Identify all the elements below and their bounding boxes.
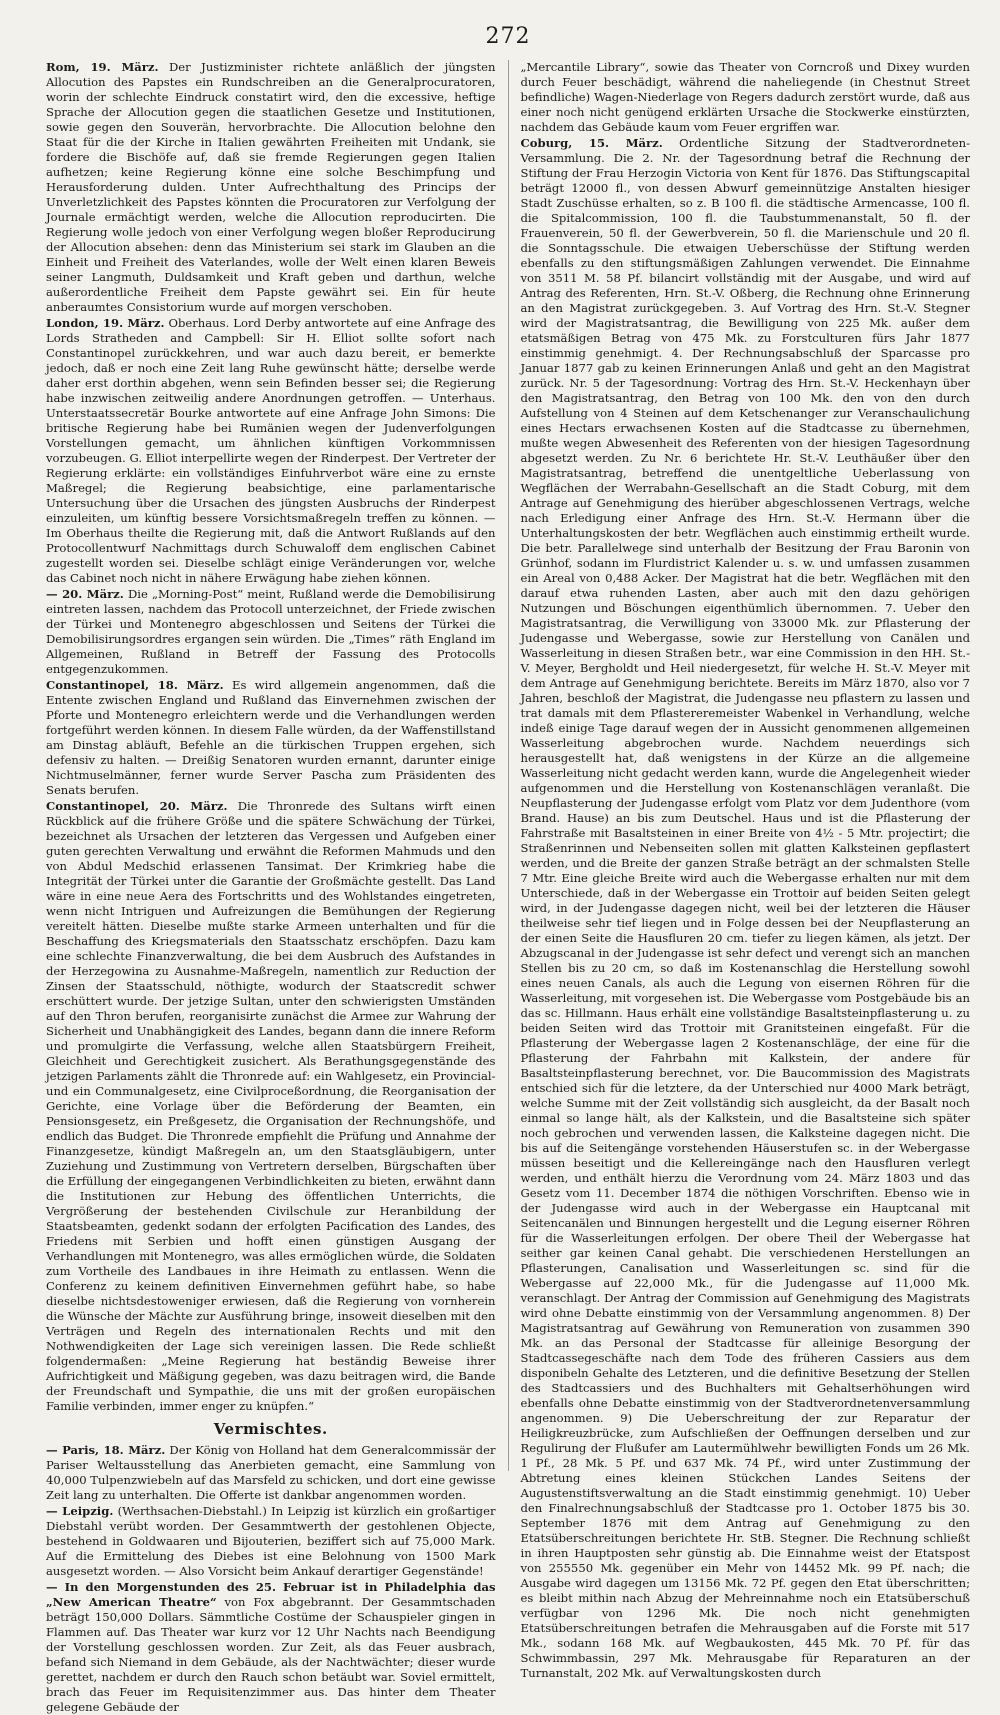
article-text: Die „Morning-Post“ meint, Rußland werde die Demobilisirung eintreten lassen, nachdem das Protocoll unterzeichnet, der Friede zwischen der Türkei und Montenegro abgeschlossen und Seitens der Türkei die Demobilisirungsordres ergangen sein würden. Die „Times“ räth England im Allgemeinen, Rußland in Betreff der Fassung des Protocolls entgegenzukommen. xyxy=(46,587,496,676)
article-text: „Mercantile Library“, sowie das Theater von Corncroß und Dixey wurden durch Feuer beschädigt, während die naheliegende (in Chestnut Street befindliche) Wagen-Niederlage von Regers dadurch zerstört wurde, daß aus einer noch nicht genügend erklärten Ursache die Stockwerke einstürzten, nachdem das Gebäude kaum vom Feuer ergriffen war. xyxy=(520,60,970,134)
article-paragraph xyxy=(46,1504,496,1579)
article-text: von Fox abgebrannt. Der Gesammtschaden beträgt 150,000 Dollars. Sämmtliche Costüme der Schauspieler gingen in Flammen auf. Das Theater war kurz vor 12 Uhr Nachts nach Beendigung der Vorstellung geschlossen worden. Zur Zeit, als das Feuer ausbrach, befand sich Niemand in dem Gebäude, als der Nachtwächter; dieser wurde gerettet, nachdem er durch den Rauch schon betäubt war. Soviel ermittelt, brach das Feuer im Requisitenzimmer aus. Das hinter dem Theater gelegene Gebäude der xyxy=(46,1595,496,1715)
article-text: (Werthsachen-Diebstahl.) In Leipzig ist kürzlich ein großartiger Diebstahl verübt worden. Der Gesammtwerth der gestohlenen Objecte, bestehend in Goldwaaren und Bijouterien, beziffert sich auf 75,000 Mark. Auf die Ermittelung des Diebes ist eine Belohnung von 1500 Mark ausgesetzt worden. — Also Vorsicht beim Ankauf derartiger Gegenstände! xyxy=(46,1504,496,1579)
article-text: Ordentliche Sitzung der Stadtverordneten-Versammlung. Die 2. Nr. der Tagesordnung betraf die Rechnung der Stiftung der Frau Herzogin Victoria von Kent für 1876. Das Stiftungscapital beträgt 12000 fl., von dessen Abwurf gemeinnützige Anstalten hiesiger Stadt Zuschüsse erhalten, so z. B 100 fl. die städtische Armencasse, 100 fl. die Spitalcommission, 100 fl. die Taubstummenanstalt, 50 fl. der Frauenverein, 50 fl. der Gewerbverein, 50 fl. die Marienschule und 20 fl. die Sonntagsschule. Die etwaigen Ueberschüsse der Stiftung werden ebenfalls zu den stiftungsmäßigen Zahlungen verwendet. Die Einnahme von 3511 M. 58 Pf. bilancirt vollständig mit der Ausgabe, und wird auf Antrag des Referenten, Hrn. St.-V. Oßberg, die Rechnung ohne Erinnerung an den Magistrat zurückgegeben. 3. Auf Vortrag des Hrn. St.-V. Stegner wird der Magistratsantrag, die Bewilligung von 225 Mk. außer dem etatsmäßigen Betrag von 475 Mk. zu Forstculturen fürs Jahr 1877 einstimmig genehmigt. 4. Der Rechnungsabschluß der Sparcasse pro Januar 1877 gab zu keinen Erinnerungen Anlaß und geht an den Magistrat zurück. Nr. 5 der Tagesordnung: Vortrag des Hrn. St.-V. Heckenhayn über den Magistratsantrag, den Betrag von 100 Mk. den von den durch Aufstellung von 4 Steinen auf dem Ketschenanger zur Veranschaulichung eines Hectars erwachsenen Kosten auf die Stadtcasse zu übernehmen, mußte wegen Abwesenheit des Referenten von der hiesigen Tagesordnung abgesetzt werden. Zu Nr. 6 berichtete Hr. St.-V. Leuthäußer über den Magistratsantrag, betreffend die unentgeltliche Ueberlassung von Wegflächen der Werrabahn-Gesellschaft an die Stadt Coburg, mit dem Antrage auf Genehmigung des hierüber abgeschlossenen Vertrags, welche nach Erledigung einer Anfrage des Hrn. St.-V. Hermann über die Unterhaltungskosten der betr. Wegflächen auch einstimmig ertheilt wurde. Die betr. Parallelwege sind unterhalb der Besitzung der Frau Baronin von Grünhof, sodann im Flurdistrict Kalender u. s. w. und umfassen zusammen ein Areal von 0,488 Acker. Der Magistrat hat die betr. Wegflächen mit den darauf etwa ruhenden Lasten, aber auch mit den dazu gehörigen Nutzungen und Böschungen eigenthümlich übernommen. 7. Ueber den Magistratsantrag, die Verwilligung von 33000 Mk. zur Pflasterung der Judengasse und Webergasse, sowie zur Herstellung von Canälen und Wasserleitung in diesen Straßen betr., war eine Commission in den HH. St.-V. Meyer, Bergholdt und Heil niedergesetzt, für welche H. St.-V. Meyer mit dem Antrage auf Genehmigung berichtete. Bereits im März 1870, also vor 7 Jahren, beschloß der Magistrat, die Judengasse neu pflastern zu lassen und trat damals mit dem Pflastereremeister Wabenkel in Verhandlung, welche indeß einige Tage darauf wegen der in Aussicht genommenen allgemeinen Wasserleitung abgebrochen wurde. Nachdem neuerdings sich herausgestellt hat, daß wenigstens in der Kürze an die allgemeine Wasserleitung nicht gedacht werden kann, wurde die Angelegenheit wieder aufgenommen und die Herstellung von Kostenanschlägen veranlaßt. Die Neupflasterung der Judengasse erfolgt vom Platz vor dem Judenthore (vom Brand. Hause) an bis zum Deutschel. Haus und ist die Pflasterung der Fahrstraße mit Basaltsteinen in einer Breite von 4½ - 5 Mtr. projectirt; die Straßenrinnen und Nebenseiten sollen mit glatten Kalksteinen gepflastert werden, und die Breite der ganzen Straße beträgt an der schmalsten Stelle 7 Mtr. Eine gleiche Breite wird auch die Webergasse erhalten nur mit dem Unterschiede, daß in der Webergasse ein Trottoir auf beiden Seiten gelegt wird, in der Judengasse dagegen nicht, weil bei der letzteren die Häuser theilweise sehr tief liegen und in Folge dessen bei der Neupflasterung an der einen Seite die Hausfluren 20 cm. tiefer zu liegen kämen, als jetzt. Der Abzugscanal in der Judengasse ist sehr defect und verengt sich an manchen Stellen bis zu 20 cm, so daß im Kostenanschlag die Herstellung sowohl eines neuen Canals, als auch die Legung von eisernen Röhren für die Wasserleitung, mit vorgesehen ist. Die Webergasse vom Postgebäude bis an das sc. Hillmann. Haus erhält eine vollständige Basaltsteinpflasterung u. zu beiden Seiten wird das Trottoir mit Granitsteinen eingefaßt. Für die Pflasterung der Webergasse lagen 2 Kostenanschläge, der eine für die Pflasterung der Fahrbahn mit Kalkstein, der andere für Basaltsteinpflasterung berechnet, vor. Die Baucommission des Magistrats entschied sich für die letztere, da der Unterschied nur 4000 Mark beträgt, welche Summe mit der Zeit vollständig sich ausgleicht, da der Basalt noch einmal so lange hält, als der Kalkstein, und die Basaltsteine sich später noch gebrochen und verwenden lassen, die Kalksteine dagegen nicht. Die bis auf die Seitengänge vorstehenden Häuserstufen sc. in der Webergasse müssen beseitigt und die Kellereingänge nach den Hausfluren verlegt werden, und enthält hierzu die Verordnung vom 24. März 1803 und das Gesetz vom 11. December 1874 die nöthigen Vorschriften. Ebenso wie in der Judengasse wird auch in der Webergasse ein Hauptcanal mit Seitencanälen und Binnungen hergestellt und die Legung eiserner Röhren für die Wasserleitungen erfolgen. Der obere Theil der Webergasse hat seither gar keinen Canal gehabt. Die verschiedenen Herstellungen an Pflasterungen, Canalisation und Wasserleitungen sc. sind für die Webergasse auf 22,000 Mk., für die Judengasse auf 11,000 Mk. veranschlagt. Der Antrag der Commission auf Genehmigung des Magistrats wird ohne Debatte einstimmig von der Versammlung angenommen. 8) Der Magistratsantrag auf Gewährung von Remuneration von zusammen 390 Mk. an das Personal der Stadtcasse für alleinige Besorgung der Stadtcassegeschäfte nach dem Tode des früheren Cassiers aus dem disponibeln Gehalte des Letzteren, und die definitive Besetzung der Stellen des Stadtcassiers und des Buchhalters mit Gehaltserhöhungen wird ebenfalls ohne Debatte einstimmig von der Stadtverordnetenversammlung angenommen. 9) Die Ueberschreitung der zur Reparatur der Heiligkreuzbrücke, zum Aufschließen der Oeffnungen derselben und zur Regulirung der Flußufer am Lautermühlwehr bewilligten Fonds um 26 Mk. 1 Pf., 28 Mk. 5 Pf. und 637 Mk. 74 Pf., wird unter Zustimmung der Abtretung eines kleinen Stückchen Landes Seitens der Augustenstiftsverwaltung an die Stadt einstimmig genehmigt. 10) Ueber den Finalrechnungsabschluß der Stadtcasse pro 1. October 1875 bis 30. September 1876 mit dem Antrag auf Genehmigung zu den Etatsüberschreitungen berichtete Hr. StB. Stegner. Die Rechnung schließt in ihren Hauptposten sehr günstig ab. Die Einnahme weist der Etatspost von 255550 Mk. gegenüber ein Mehr von 14452 Mk. 99 Pf. nach; die Ausgabe wird dagegen um 13156 Mk. 72 Pf. gegen den Etat überschritten; es bleibt mithin nach Abzug der Mehreinnahme noch ein Etatsüberschuß verfügbar von 1296 Mk. Die noch nicht genehmigten Etatsüberschreitungen betrafen die Mehrausgaben auf die Forste mit 517 Mk., sodann 168 Mk. auf Wegbaukosten, 445 Mk. 70 Pf. für das Schwimmbassin, 297 Mk. Mehrausgabe für Reparaturen an der Turnanstalt, 202 Mk. auf Verwaltungskosten durch xyxy=(520,136,970,1680)
article-paragraph xyxy=(46,678,496,798)
article-paragraph xyxy=(46,60,496,315)
article-dateline: Constantinopel, 18. März. xyxy=(46,678,224,692)
article-paragraph xyxy=(46,587,496,677)
article-paragraph xyxy=(521,60,971,135)
article-text: Oberhaus. Lord Derby antwortete auf eine Anfrage des Lords Stratheden and Campbell: Sir H. Elliot sollte sofort nach Constantinopel zurückkehren, und war auch dazu bereit, er bemerkte jedoch, daß er noch eine Zeit lang Ruhe gewünscht hätte; derselbe werde daher erst dorthin abgehen, wenn sein Befinden besser sei; die Regierung habe inzwischen zeitweilig andere Anordnungen getroffen. — Unterhaus. Unterstaatssecretär Bourke antwortete auf eine Anfrage John Simons: Die britische Regierung habe bei Rumänien wegen der Judenverfolgungen Vorstellungen gemacht, um ähnlichen künftigen Vorkommnissen vorzubeugen. G. Elliot interpellirte wegen der Rinderpest. Der Vertreter der Regierung erklärte: ein vollständiges Einfuhrverbot wäre eine zu ernste Maßregel; die Regierung beabsichtige, eine parlamentarische Untersuchung über die Ursachen des jüngsten Ausbruchs der Rinderpest einzuleiten, um künftig bessere Vorsichtsmaßregeln treffen zu können. — Im Oberhaus theilte die Regierung mit, daß die Antwort Rußlands auf den Protocollentwurf Nachmittags durch Schuwaloff dem englischen Cabinet zugestellt worden sei. Dieselbe schlägt einige Veränderungen vor, welche das Cabinet noch nicht in nähere Erwägung habe ziehen können. xyxy=(46,316,496,585)
section-heading: Vermischtes. xyxy=(213,1420,328,1438)
article-paragraph xyxy=(46,1580,496,1715)
article-dateline: Coburg, 15. März. xyxy=(520,136,663,150)
article-dateline: — 20. März. xyxy=(46,587,124,601)
article-dateline: London, 19. März. xyxy=(46,316,165,330)
article-paragraph xyxy=(46,1443,496,1503)
article-text: Es wird allgemein angenommen, daß die Entente zwischen England und Rußland das Einvernehmen zwischen der Pforte und Montenegro erleichtern werde und die Verhandlungen werden fortgeführt werden können. In diesem Falle würden, da der Waffenstillstand am Dinstag abläuft, Befehle an die türkischen Truppen ergehen, sich defensiv zu halten. — Dreißig Senatoren wurden ernannt, darunter einige Nichtmuselmänner, ferner wurde Server Pascha zum Präsidenten des Senats berufen. xyxy=(46,678,496,797)
article-text: Die Thronrede des Sultans wirft einen Rückblick auf die frühere Größe und die spätere Schwächung der Türkei, bezeichnet als Ursachen der letzteren das Vergessen und Aufgeben einer guten gerechten Verwaltung und erwähnt die Reformen Mahmuds und den von Abdul Medschid erlassenen Tansimat. Der Krimkrieg habe die Integrität der Türkei unter die Garantie der Großmächte gestellt. Das Land wäre in eine neue Aera des Fortschritts und des Wohlstandes eingetreten, wenn nicht Intriguen und Aufreizungen die Bemühungen der Regierung vereitelt hätten. Dieselbe mußte starke Armeen unterhalten und für die Beschaffung des Kriegsmaterials den Staatsschatz erschöpfen. Dazu kam eine schlechte Finanzverwaltung, die bei dem Ausbruch des Aufstandes in der Herzegowina zu Ausnahme-Maßregeln, namentlich zur Reduction der Zinsen der Staatsschuld, nöthigte, wodurch der Staatscredit schwer erschüttert wurde. Der jetzige Sultan, unter den schwierigsten Umständen auf den Thron berufen, reorganisirte zunächst die Armee zur Wahrung der Sicherheit und Unabhängigkeit des Landes, begann dann die innere Reform und promulgirte die Verfassung, welche allen Staatsbürgern Freiheit, Gleichheit und Gerechtigkeit zusichert. Als Berathungsgegenstände des jetzigen Parlaments zählt die Thronrede auf: ein Wahlgesetz, ein Provincial- und ein Communalgesetz, eine Civilproceßordnung, die Reorganisation der Gerichte, eine Vorlage über die Beförderung der Beamten, ein Pensionsgesetz, ein Preßgesetz, die Organisation der Rechnungshöfe, und endlich das Budget. Die Thronrede empfiehlt die Prüfung und Annahme der Finanzgesetze, kündigt Maßregeln an, um den Staatsgläubigern, unter Zuziehung und Zustimmung von Vertretern derselben, Bürgschaften über die Erfüllung der eingegangenen Verbindlichkeiten zu bieten, erwähnt dann die Institutionen zur Hebung des öffentlichen Unterrichts, die Vergrößerung der bestehenden Civilschule zur Heranbildung der Staatsbeamten, gedenkt sodann der erfolgten Pacification des Landes, des Friedens mit Serbien und hofft einen günstigen Ausgang der Verhandlungen mit Montenegro, was alles ermöglichen würde, die Soldaten zum Vortheile des Landbaues in ihre Heimath zu entlassen. Wenn die Conferenz zu keinem definitiven Einvernehmen geführt habe, so habe dieselbe nichtsdestoweniger erwiesen, daß die Regierung von vornherein die Wünsche der Mächte zur Ausführung bringe, insoweit dieselben mit den Verträgen und Regeln des internationalen Rechts und mit den Nothwendigkeiten der Lage sich vereinigen lassen. Die Rede schließt folgendermaßen: „Meine Regierung hat beständig Beweise ihrer Aufrichtigkeit und Mäßigung gegeben, was dazu beitragen wird, die Bande der Freundschaft und Sympathie, die uns mit der großen europäischen Familie verbinden, immer enger zu knüpfen.“ xyxy=(46,799,496,1413)
article-text: Der Justizminister richtete anläßlich der jüngsten Allocution des Papstes ein Rundschreiben an die Generalprocuratoren, worin der schlechte Eindruck constatirt wird, den die excessive, heftige Sprache der Allocution gegen die staatlichen Gesetze und Institutionen, sowie gegen den Souverän, hervorbrachte. Die Allocution belohne den Staat für die der Kirche in Italien gewährten Freiheiten mit Undank, sie fordere die Bischöfe auf, daß sie fremde Regierungen gegen Italien aufhetzen; keine Regierung könne eine solche Beschimpfung und Herausforderung dulden. Unter Aufrechthaltung des Princips der Unverletzlichkeit des Papstes könnten die Procuratoren zur Verfolgung der Journale ermächtigt werden, welche die Allocution reproducirten. Die Regierung wolle jedoch von einer Verfolgung wegen bloßer Reproducirung der Allocution absehen: denn das Ministerium sei stark im Glauben an die Einheit und Freiheit des Vaterlandes, wolle der Welt einen klaren Beweis seiner Langmuth, Duldsamkeit und Kraft geben und darthun, welche außerordentliche Freiheit dem Papste gewährt sei. Ein für heute anberaumtes Consistorium wurde auf morgen verschoben. xyxy=(46,60,496,314)
article-text: Der König von Holland hat dem Generalcommissär der Pariser Weltausstellung das Anerbieten gemacht, eine Sammlung von 40,000 Tulpenzwiebeln auf das Marsfeld zu schicken, und dort eine gewisse Zeit lang zu unterhalten. Die Offerte ist dankbar angenommen worden. xyxy=(46,1443,496,1503)
page-number: 272 xyxy=(485,24,531,49)
article-paragraph xyxy=(46,799,496,1414)
article-dateline: Constantinopel, 20. März. xyxy=(46,799,228,813)
left-column xyxy=(46,60,496,1715)
article-dateline: — In den Morgenstunden des 25. Februar ist in Philadelphia das „New American Theatre“ xyxy=(46,1580,496,1610)
right-column xyxy=(520,60,971,1680)
article-columns xyxy=(46,60,970,1715)
page-header xyxy=(46,22,970,58)
article-dateline: — Paris, 18. März. xyxy=(46,1443,166,1458)
column-divider xyxy=(508,60,509,1471)
article-dateline: — Leipzig. xyxy=(46,1504,114,1519)
article-paragraph xyxy=(46,316,496,586)
article-paragraph xyxy=(521,136,971,1681)
article-dateline: Rom, 19. März. xyxy=(46,60,159,74)
